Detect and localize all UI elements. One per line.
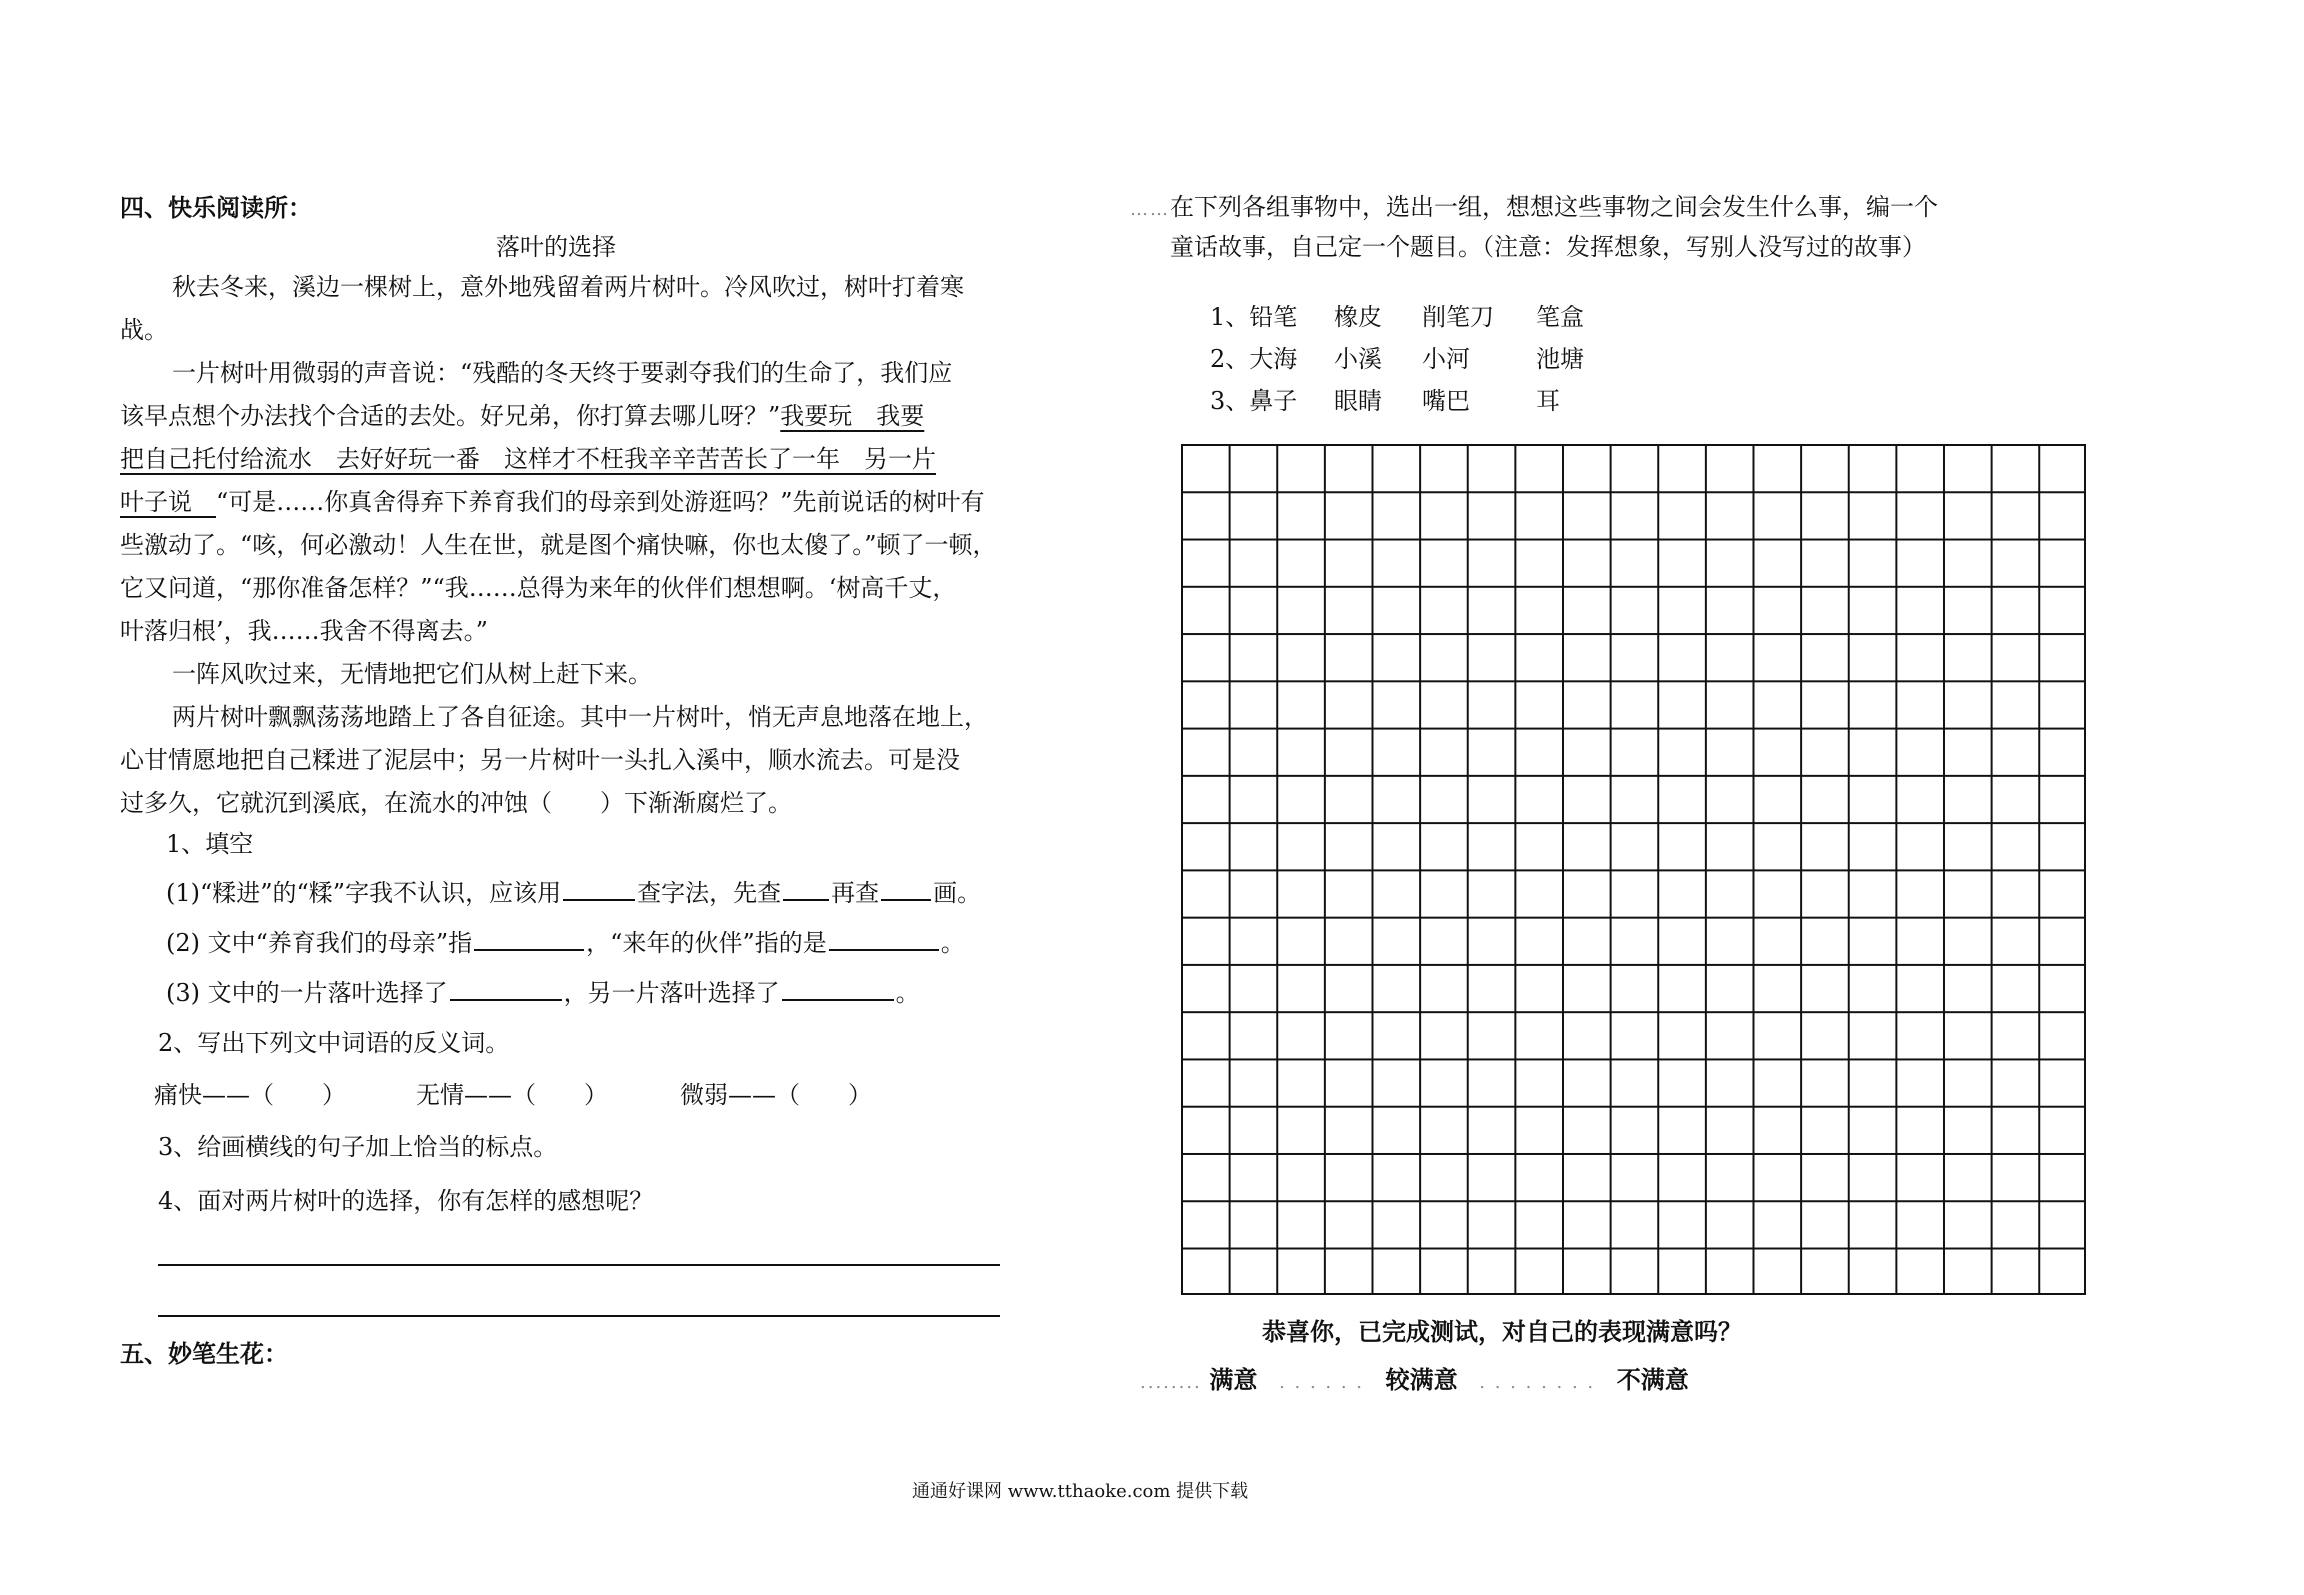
question-1-3: (3) 文中的一片落叶选择了 ，另一片落叶选择了 。 <box>166 972 920 1015</box>
footer-credit: 通通好课网 www.tthaoke.com 提供下载 <box>912 1481 1249 1502</box>
story-paragraph-line: 它又问道，“那你准备怎样？”“我……总得为来年的伙伴们想想啊。‘树高千丈， <box>120 574 957 602</box>
question-1-1: (1)“糅进”的“糅”字我不认识，应该用 查字法，先查 再查 画。 <box>166 872 981 915</box>
section-5-title: 五、妙笔生花： <box>120 1339 288 1368</box>
answer-blank[interactable] <box>782 973 894 1001</box>
antonym-item: 无情——（ ） <box>416 1081 608 1109</box>
answer-blank[interactable] <box>563 873 635 901</box>
underlined-sentence: 我要玩 我要 <box>780 402 925 430</box>
answer-line[interactable] <box>158 1264 1000 1266</box>
story-title: 落叶的选择 <box>496 233 616 261</box>
word-group-item: 2、大海 <box>1210 345 1298 373</box>
writing-prompt-line: 童话故事，自己定一个题目。（注意：发挥想象，写别人没写过的故事） <box>1170 233 1926 261</box>
writing-prompt-line: ……在下列各组事物中，选出一组，想想这些事物之间会发生什么事，编一个 <box>1130 193 1938 221</box>
word-group-item: 小溪 <box>1334 345 1382 373</box>
answer-blank[interactable] <box>829 923 939 951</box>
word-group-item: 耳 <box>1536 387 1560 415</box>
satisfaction-options: ........ 满意 . . . . . . 较满意 . . . . . . . . 不满意 <box>1140 1365 1689 1394</box>
answer-blank[interactable] <box>783 873 829 901</box>
story-paragraph-line: 叶子说 “可是……你真舍得弃下养育我们的母亲到处游逛吗？”先前说话的树叶有 <box>120 488 985 516</box>
story-paragraph-line: 心甘情愿地把自己糅进了泥层中；另一片树叶一头扎入溪中，顺水流去。可是没 <box>120 746 960 774</box>
question-3-title: 3、给画横线的句子加上恰当的标点。 <box>158 1133 558 1161</box>
story-paragraph-line: 秋去冬来，溪边一棵树上，意外地残留着两片树叶。冷风吹过，树叶打着寒 <box>172 273 964 301</box>
word-group-item: 削笔刀 <box>1422 303 1494 331</box>
question-2-title: 2、写出下列文中词语的反义词。 <box>158 1029 510 1057</box>
antonym-item: 痛快——（ ） <box>154 1081 346 1109</box>
story-paragraph-line: 战。 <box>120 316 168 344</box>
story-paragraph-line: 一片树叶用微弱的声音说：“残酷的冬天终于要剥夺我们的生命了，我们应 <box>172 359 953 387</box>
antonym-item: 微弱——（ ） <box>680 1081 872 1109</box>
answer-blank[interactable] <box>474 923 584 951</box>
underlined-sentence: 叶子说 <box>120 488 216 516</box>
composition-writing-grid[interactable] <box>1181 444 2086 1295</box>
option-not-satisfied[interactable]: 不满意 <box>1616 1365 1689 1394</box>
word-group-item: 眼睛 <box>1334 387 1382 415</box>
word-group-item: 嘴巴 <box>1422 387 1470 415</box>
word-group-item: 1、铅笔 <box>1210 303 1298 331</box>
question-4-title: 4、面对两片树叶的选择，你有怎样的感想呢？ <box>158 1187 654 1215</box>
answer-line[interactable] <box>158 1315 1000 1317</box>
underlined-sentence: 把自己托付给流水 去好好玩一番 这样才不枉我辛辛苦苦长了一年 另一片 <box>120 445 936 473</box>
congratulations-text: 恭喜你，已完成测试，对自己的表现满意吗？ <box>1262 1317 1742 1346</box>
answer-blank[interactable] <box>450 973 562 1001</box>
story-paragraph-line: 些激动了。“咳，何必激动！人生在世，就是图个痛快嘛，你也太傻了。”顿了一顿， <box>120 531 997 559</box>
question-1-title: 1、填空 <box>166 830 254 858</box>
leader-dots: …… <box>1130 199 1170 220</box>
story-paragraph-line: 叶落归根’，我……我舍不得离去。” <box>120 617 488 645</box>
answer-blank[interactable] <box>881 873 931 901</box>
word-group-item: 笔盒 <box>1536 303 1584 331</box>
word-group-item: 3、鼻子 <box>1210 387 1298 415</box>
option-fairly-satisfied[interactable]: 较满意 <box>1385 1365 1458 1394</box>
story-paragraph-line: 一阵风吹过来，无情地把它们从树上赶下来。 <box>172 660 652 688</box>
story-paragraph-line: 过多久，它就沉到溪底，在流水的冲蚀（ ）下渐渐腐烂了。 <box>120 789 792 817</box>
question-1-2: (2) 文中“养育我们的母亲”指 ，“来年的伙伴”指的是 。 <box>166 922 965 965</box>
word-group-item: 橡皮 <box>1334 303 1382 331</box>
story-paragraph-line: 两片树叶飘飘荡荡地踏上了各自征途。其中一片树叶，悄无声息地落在地上， <box>172 703 988 731</box>
word-group-item: 池塘 <box>1536 345 1584 373</box>
option-satisfied[interactable]: 满意 <box>1209 1365 1258 1394</box>
word-group-item: 小河 <box>1422 345 1470 373</box>
section-4-title: 四、快乐阅读所： <box>120 193 312 222</box>
story-paragraph-line: 该早点想个办法找个合适的去处。好兄弟，你打算去哪儿呀？”我要玩 我要 <box>120 402 925 430</box>
